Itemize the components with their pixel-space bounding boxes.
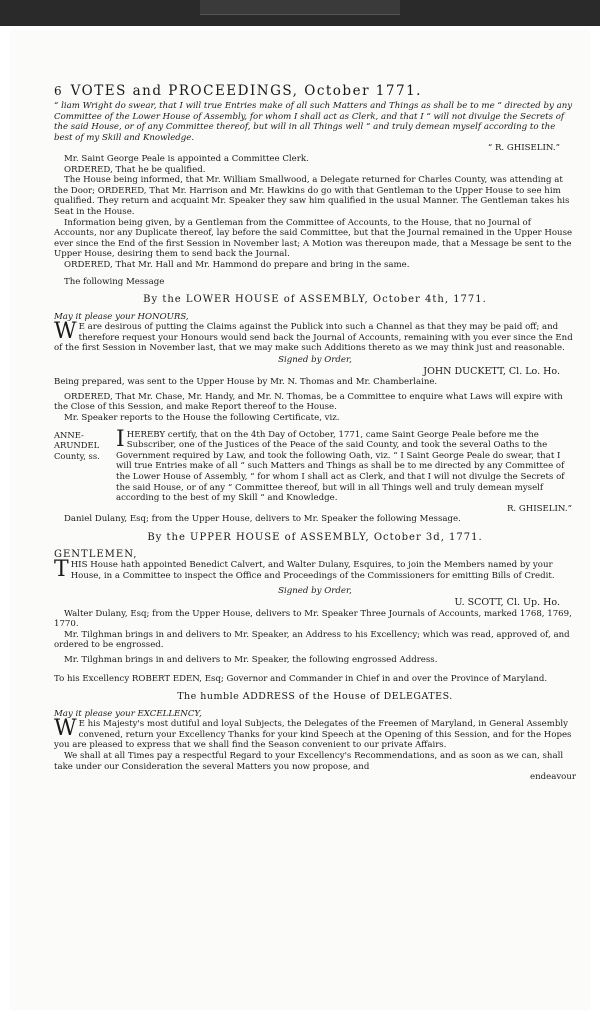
paragraph: Mr. Saint George Peale is appointed a Committee Clerk. xyxy=(64,153,309,164)
message-one-text: E are desirous of putting the Claims against the Publick into such a Channel as that they may be paid off; and therefore request your Honours would send back the Journal of Accounts, remaining with you ever since the End of the first Session in November last, that we may make such Additions thereto as we may think just and reasonable. xyxy=(54,322,573,354)
address-paragraph-one xyxy=(54,716,576,751)
oath-signature: “ R. GHISELIN.” xyxy=(487,143,560,154)
paragraph: Mr. Speaker reports to the House the following Certificate, viz. xyxy=(64,413,340,424)
page-number: 6 xyxy=(54,84,63,98)
upper-house-heading: By the UPPER HOUSE of ASSEMBLY, October 3d, 1771. xyxy=(147,531,483,543)
catchword: endeavour xyxy=(529,772,576,783)
certificate-county: ANNE-ARUNDEL County, ss. xyxy=(54,429,100,461)
drop-cap: T xyxy=(54,557,69,583)
page-header xyxy=(54,84,576,99)
signed-by-order: Signed by Order, xyxy=(278,586,352,597)
paragraph: The following Message xyxy=(64,276,165,287)
salutation: May it please your HONOURS, xyxy=(54,311,189,322)
certificate-text: HEREBY certify, that on the 4th Day of October, 1771, came Saint George Peale before me the Subscriber, one of the Justices of the Peace of the said County, and took the several Oaths to the Government required by Law, and took the following Oath, viz. “ I Saint George Peale do swear, that I will true Entries make of all “ such Matters and Things as shall be to me directed by any Committee of the Lower House of Assembly, “ for whom I shall act as Clerk, and that I will not divulge the Secrets of the said House, or of any “ Committee thereof, but will in all Things well and truly demean myself according to the best of my Skill “ and Knowledge. xyxy=(116,429,565,504)
signature-scott: U. SCOTT, Cl. Up. Ho. xyxy=(454,596,560,608)
document-content xyxy=(54,84,576,783)
certificate-body xyxy=(116,426,576,504)
paragraph: Mr. Tilghman brings in and delivers to Mr. Speaker, an Address to his Excellency; which was read, approved of, and ordered to be engrossed. xyxy=(54,629,570,651)
message-one xyxy=(54,319,576,354)
address-paragraph-two: We shall at all Times pay a respectful Regard to your Excellency's Recommendations, and as soon as we can, shall take under our Consideration the several Matters you now propose, and xyxy=(54,751,564,772)
paragraph: The House being informed, that Mr. William Smallwood, a Delegate returned for Charles County, was attending at the Door; ORDERED, That Mr. Harrison and Mr. Hawkins do go with that Gentleman to the Upper House to see him qualified. They return and acquaint Mr. Speaker they saw him qualified in the usual Manner. The Gentleman takes his Seat in the House. xyxy=(54,175,570,217)
certificate-signature: R. GHISELIN.” xyxy=(506,503,572,514)
paragraph: Being prepared, was sent to the Upper House by Mr. N. Thomas and Mr. Chamberlaine. xyxy=(54,377,438,388)
address-to: To his Excellency ROBERT EDEN, Esq; Governor and Commander in Chief in and over the Province of Maryland. xyxy=(54,673,548,684)
paragraph: ORDERED, That Mr. Chase, Mr. Handy, and Mr. N. Thomas, be a Committee to enquire what Laws will expire with the Close of this Session, and make Report thereof to the House. xyxy=(54,391,563,413)
paragraph: ORDERED, That he be qualified. xyxy=(64,164,206,175)
page-title: VOTES and PROCEEDINGS, October 1771. xyxy=(70,83,422,99)
signature-duckett: JOHN DUCKETT, Cl. Lo. Ho. xyxy=(423,365,560,377)
oath-continuation: “ liam Wright do swear, that I will true Entries make of all such Matters and Things as shall be to me “ directed by any Committee of the Lower House of Assembly, for whom I shall act as Clerk, and that I “ will not divulge the Secrets of the said House, or of any Committee thereof, but will in all Things well “ and truly demean myself according to the best of my Skill and Knowledge. xyxy=(54,101,573,143)
message-two xyxy=(54,557,576,583)
salutation-gentlemen: GENTLEMEN, xyxy=(54,548,138,560)
lower-house-heading: By the LOWER HOUSE of ASSEMBLY, October 4th, 1771. xyxy=(143,294,487,306)
top-bar xyxy=(0,0,600,26)
top-tab xyxy=(200,0,400,15)
paragraph: Daniel Dulany, Esq; from the Upper House, delivers to Mr. Speaker the following Message. xyxy=(64,514,461,525)
paragraph: Walter Dulany, Esq; from the Upper House, delivers to Mr. Speaker Three Journals of Accounts, marked 1768, 1769, 1770. xyxy=(54,608,572,630)
address-paragraph-one-text: E his Majesty's most dutiful and loyal Subjects, the Delegates of the Freemen of Maryland, in General Assembly convened, return your Excellency Thanks for your kind Speech at the Opening of this Session, and for the Hopes you are pleased to express that we shall find the Season convenient to our private Affairs. xyxy=(54,719,572,751)
certificate xyxy=(54,426,576,504)
paragraph: Mr. Tilghman brings in and delivers to Mr. Speaker, the following engrossed Address. xyxy=(64,654,438,665)
message-two-text: HIS House hath appointed Benedict Calvert, and Walter Dulany, Esquires, to join the Members named by your House, in a Committee to inspect the Office and Proceedings of the Commissioners for emitting Bills of Credit. xyxy=(70,560,555,581)
drop-cap: W xyxy=(54,716,77,742)
address-title: The humble ADDRESS of the House of DELEGATES. xyxy=(177,691,453,703)
paragraph: Information being given, by a Gentleman from the Committee of Accounts, to the House, that no Journal of Accounts, nor any Duplicate thereof, lay before the said Committee, but that the Journal remained in the Upper House ever since the End of the first Session in November last; A Motion was thereupon made, that a Message be sent to the Upper House, desiring them to send back the Journal. xyxy=(54,217,573,260)
drop-cap: W xyxy=(54,319,77,345)
signed-by-order: Signed by Order, xyxy=(278,355,352,366)
drop-cap: I xyxy=(116,426,125,452)
paragraph: ORDERED, That Mr. Hall and Mr. Hammond do prepare and bring in the same. xyxy=(64,259,410,270)
salutation-excellency: May it please your EXCELLENCY, xyxy=(54,708,202,719)
